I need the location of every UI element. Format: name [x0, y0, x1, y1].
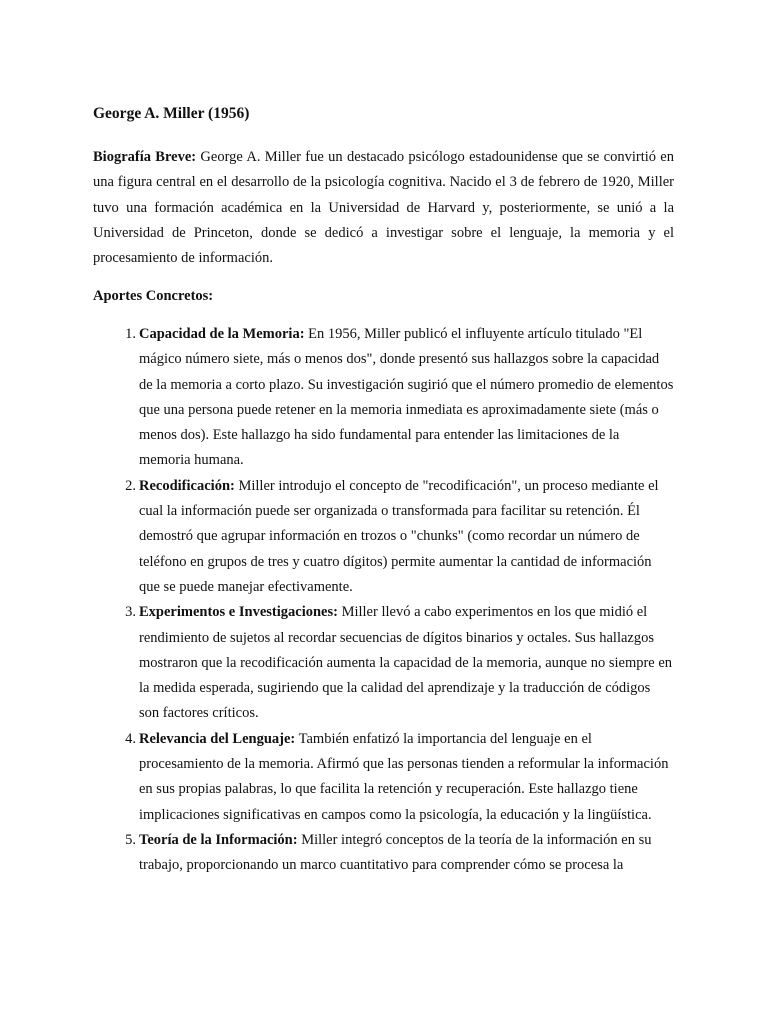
list-item-number: 5 .	[116, 828, 136, 853]
list-item-title: Capacidad de la Memoria:	[139, 326, 305, 342]
biography-label: Biografía Breve:	[93, 149, 197, 165]
list-item-text: Miller integró conceptos de la teoría de la información en su trabajo, proporcionando un marco cuantitativo para comprender cómo se procesa la	[139, 831, 652, 874]
list-item	[125, 322, 674, 474]
list-item-number: 2 .	[116, 474, 136, 499]
list-item-text: También enfatizó la importancia del lenguaje en el procesamiento de la memoria. Afirmó que las personas tienden a reformular la información en sus propias palabras, lo que facilita la retención y recuperación. Este hallazgo tiene implicaciones significativas en campos como la psicología, la educación y la lingüística.	[139, 730, 669, 823]
list-item-title: Recodificación:	[139, 477, 235, 494]
biography-paragraph	[93, 145, 674, 271]
list-item-text: Miller llevó a cabo experimentos en los que midió el rendimiento de sujetos al recordar secuencias de dígitos binarios y octales. Sus hallazgos mostraron que la recodificación aumenta la capacidad de la memoria, aunque no siempre en la medida esperada, sugiriendo que la calidad del aprendizaje y la traducción de códigos son factores críticos.	[139, 604, 673, 722]
contributions-heading: Aportes Concretos:	[93, 288, 214, 304]
list-item-title: Relevancia del Lenguaje:	[139, 730, 296, 747]
list-item-number: 4 .	[116, 727, 136, 752]
list-item-title: Teoría de la Información:	[139, 831, 298, 848]
biography-text: George A. Miller fue un destacado psicólogo estadounidense que se convirtió en una figura central en el desarrollo de la psicología cognitiva. Nacido el 3 de febrero de 1920, Miller tuvo una formación académica en la Universidad de Harvard y, posteriormente, se unió a la Universidad de Princeton, donde se dedicó a investigar sobre el lenguaje, la memoria y el procesamiento de información.	[93, 149, 674, 267]
list-item	[125, 727, 674, 828]
list-item	[125, 600, 674, 726]
contributions-list	[125, 322, 674, 879]
list-item-number: 3 .	[116, 600, 136, 625]
list-item-text: En 1956, Miller publicó el influyente artículo titulado "El mágico número siete, más o menos dos", donde presentó sus hallazgos sobre la capacidad de la memoria a corto plazo. Su investigación sugirió que el número promedio de elementos que una persona puede retener en la memoria inmediata es aproximadamente siete (más o menos dos). Este hallazgo ha sido fundamental para entender las limitaciones de la memoria humana.	[139, 326, 674, 469]
list-item-number: 1 .	[116, 322, 136, 347]
list-item	[125, 474, 674, 600]
list-item-title: Experimentos e Investigaciones:	[139, 604, 338, 621]
page-title: George A. Miller (1956)	[93, 105, 250, 122]
list-item-text: Miller introdujo el concepto de "recodificación", un proceso mediante el cual la información puede ser organizada o transformada para facilitar su retención. Él demostró que agrupar información en trozos o "chunks" (como recordar un número de teléfono en grupos de tres y cuatro dígitos) permite aumentar la cantidad de información que se puede manejar efectivamente.	[139, 477, 659, 595]
list-item	[125, 828, 674, 879]
